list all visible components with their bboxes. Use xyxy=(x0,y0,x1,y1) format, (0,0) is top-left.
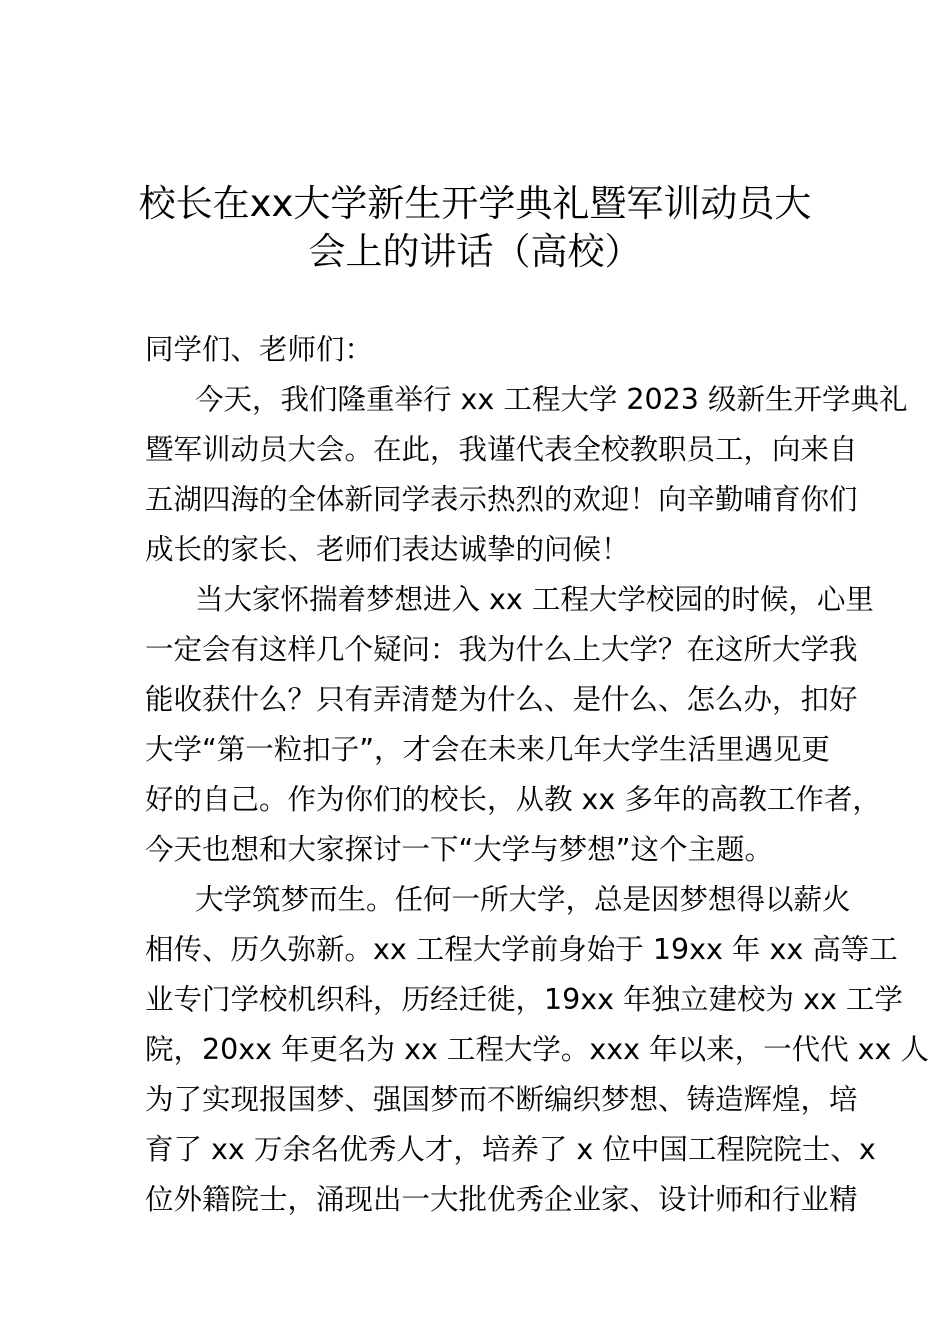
body-line: 育了 xx 万余名优秀人才，培养了 x 位中国工程院院士、x xyxy=(145,1133,876,1166)
body-line: 院，20xx 年更名为 xx 工程大学。xxx 年以来，一代代 xx 人 xyxy=(145,1033,929,1066)
body-line: 五湖四海的全体新同学表示热烈的欢迎！向辛勤哺育你们 xyxy=(145,483,858,516)
body-line: 一定会有这样几个疑问：我为什么上大学？在这所大学我 xyxy=(145,633,858,666)
body-line: 为了实现报国梦、强国梦而不断编织梦想、铸造辉煌，培 xyxy=(145,1083,858,1116)
body-line: 今天也想和大家探讨一下“大学与梦想”这个主题。 xyxy=(145,833,774,866)
body-line: 当大家怀揣着梦想进入 xx 工程大学校园的时候，心里 xyxy=(195,583,874,616)
body-line: 成长的家长、老师们表达诚挚的问候！ xyxy=(145,533,630,566)
body-line: 大学筑梦而生。任何一所大学，总是因梦想得以薪火 xyxy=(195,883,851,916)
salutation: 同学们、老师们： xyxy=(145,333,374,366)
document-title-line-1: 校长在xx大学新生开学典礼暨军训动员大 xyxy=(138,182,812,225)
body-line: 暨军训动员大会。在此，我谨代表全校教职员工，向来自 xyxy=(145,433,858,466)
body-line: 大学“第一粒扣子”，才会在未来几年大学生活里遇见更 xyxy=(145,733,831,766)
body-line: 相传、历久弥新。xx 工程大学前身始于 19xx 年 xx 高等工 xyxy=(145,933,898,966)
body-line: 能收获什么？只有弄清楚为什么、是什么、怎么办，扣好 xyxy=(145,683,858,716)
body-line: 位外籍院士，涌现出一大批优秀企业家、设计师和行业精 xyxy=(145,1183,858,1216)
body-line: 今天，我们隆重举行 xx 工程大学 2023 级新生开学典礼 xyxy=(195,383,908,416)
document-title-line-2: 会上的讲话（高校） xyxy=(308,230,642,273)
body-line: 业专门学校机织科，历经迁徙，19xx 年独立建校为 xx 工学 xyxy=(145,983,903,1016)
body-line: 好的自己。作为你们的校长，从教 xx 多年的高教工作者， xyxy=(145,783,881,816)
